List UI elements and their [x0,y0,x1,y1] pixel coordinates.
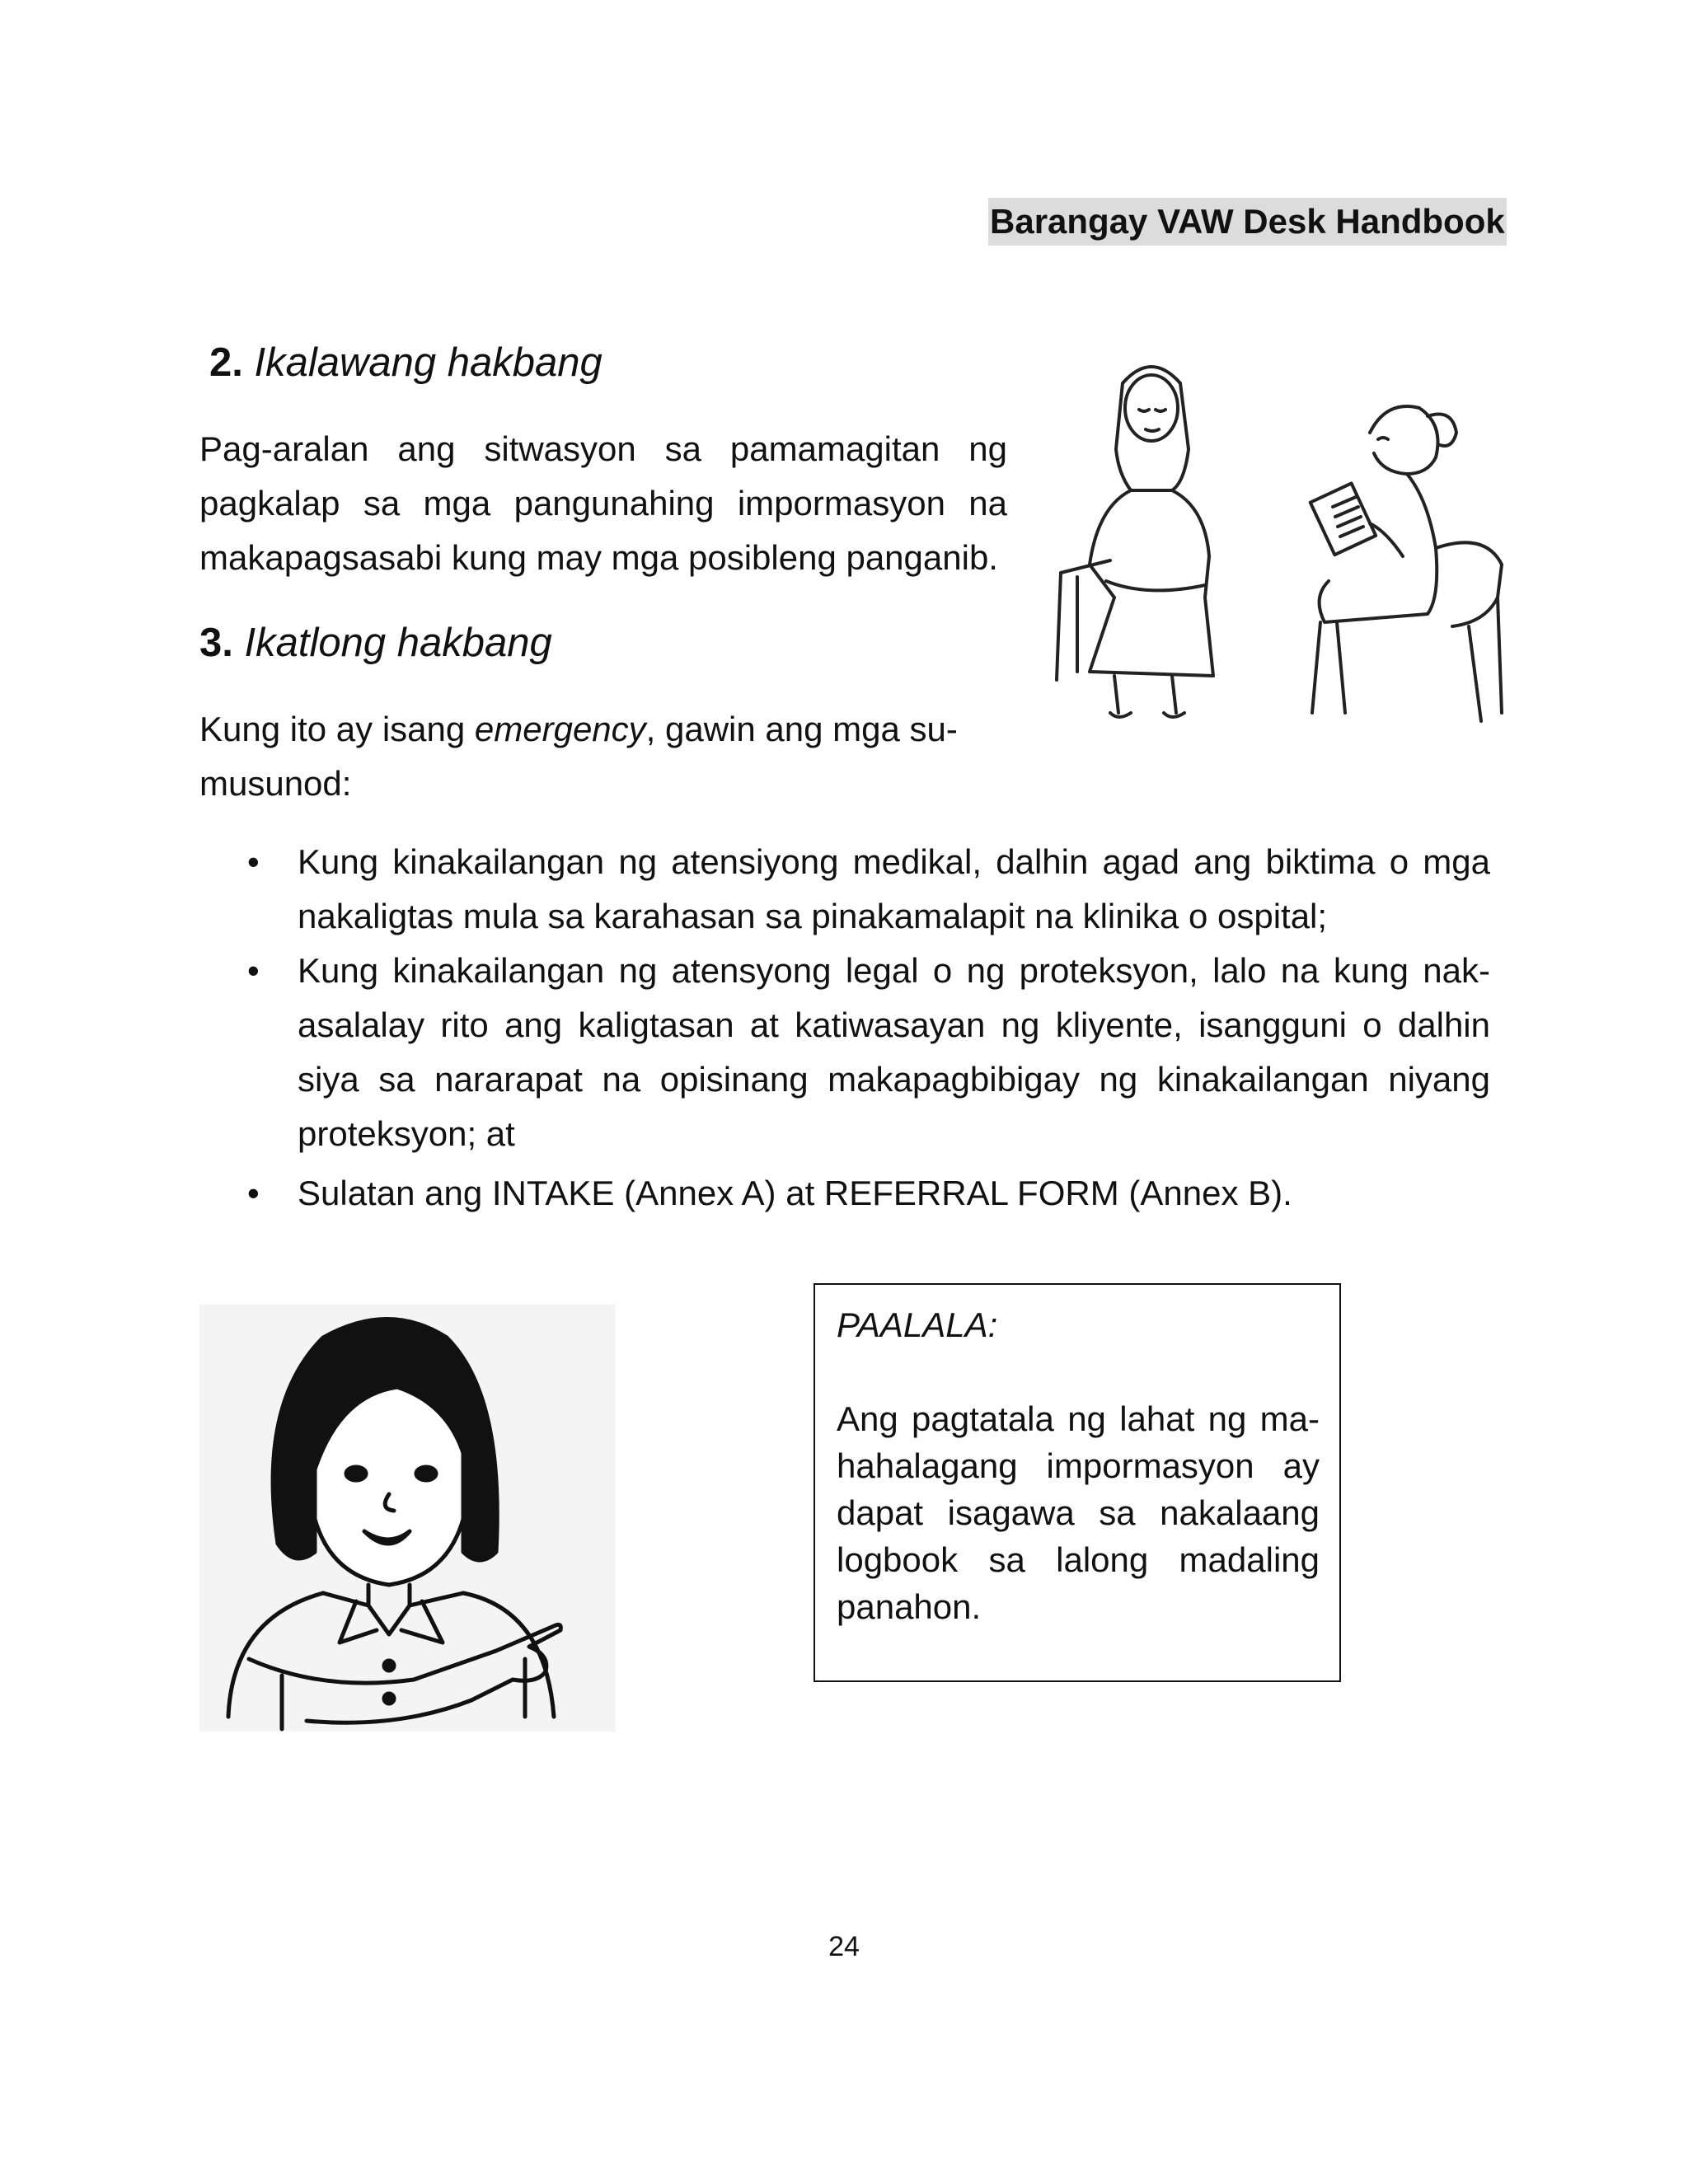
bullet-icon: • [247,842,260,881]
list-item [247,835,1490,944]
list-item-text: Kung kinakailangan ng atensyong legal o ng proteksyon, lalo na kung nakasalalay rito ang kaligtasan at katiwasayan ng kliyente, isangguni o dalhin siya sa nararapat na opisinang makapagbibigay ng kinakailangan niyang proteksyon; at [298,951,1490,1153]
step-2-number: 2. [209,340,243,385]
step-3-number: 3. [199,621,233,665]
action-list [247,835,1490,1221]
list-item [247,1166,1490,1221]
step-3-intro-text: Kung ito ay isang [199,710,475,748]
step-3-intro-line2: musunod: [199,764,352,803]
pointing-girl-illustration [199,1305,616,1732]
step-2-label: Ikalawang hakbang [254,340,603,385]
bullet-icon: • [247,951,260,990]
pointing-girl-icon [199,1305,616,1732]
step-3-intro-emphasis: emergency [474,710,646,748]
list-item-text: Sulatan ang INTAKE (Annex A) at REFERRAL FORM (Annex B). [298,1174,1292,1212]
step-3-heading [199,616,552,669]
step-2-paragraph: Pag-aralan ang sitwasyon sa pamamagitan ng pagkalap sa mga pangunahing impormasyon na makapagsasabi kung may mga posibleng panganib. [199,429,1007,577]
bullet-icon: • [247,1174,260,1212]
interview-illustration [1040,350,1518,729]
reminder-box [814,1283,1341,1682]
page-number: 24 [828,1931,860,1962]
reminder-title: PAALALA: [837,1305,998,1344]
handbook-title: Barangay VAW Desk Handbook [988,198,1507,246]
reminder-body: Ang pagtatala ng lahat ng mahahalagang impormasyon ay dapat isagawa sa nakalaang logbook sa lalong madaling panahon. [837,1399,1320,1626]
step-2-heading [209,336,603,389]
step-3-label: Ikatlong hakbang [244,621,552,665]
list-item-text: Kung kinakailangan ng atensiyong medikal, dalhin agad ang biktima o mga nakaligtas mula sa karahasan sa pinakamalapit na klinika o ospital; [298,842,1490,935]
step-3-intro-text-end: , gawin ang mga su- [645,710,958,748]
step-3-intro [199,702,1007,811]
list-item [247,944,1490,1161]
